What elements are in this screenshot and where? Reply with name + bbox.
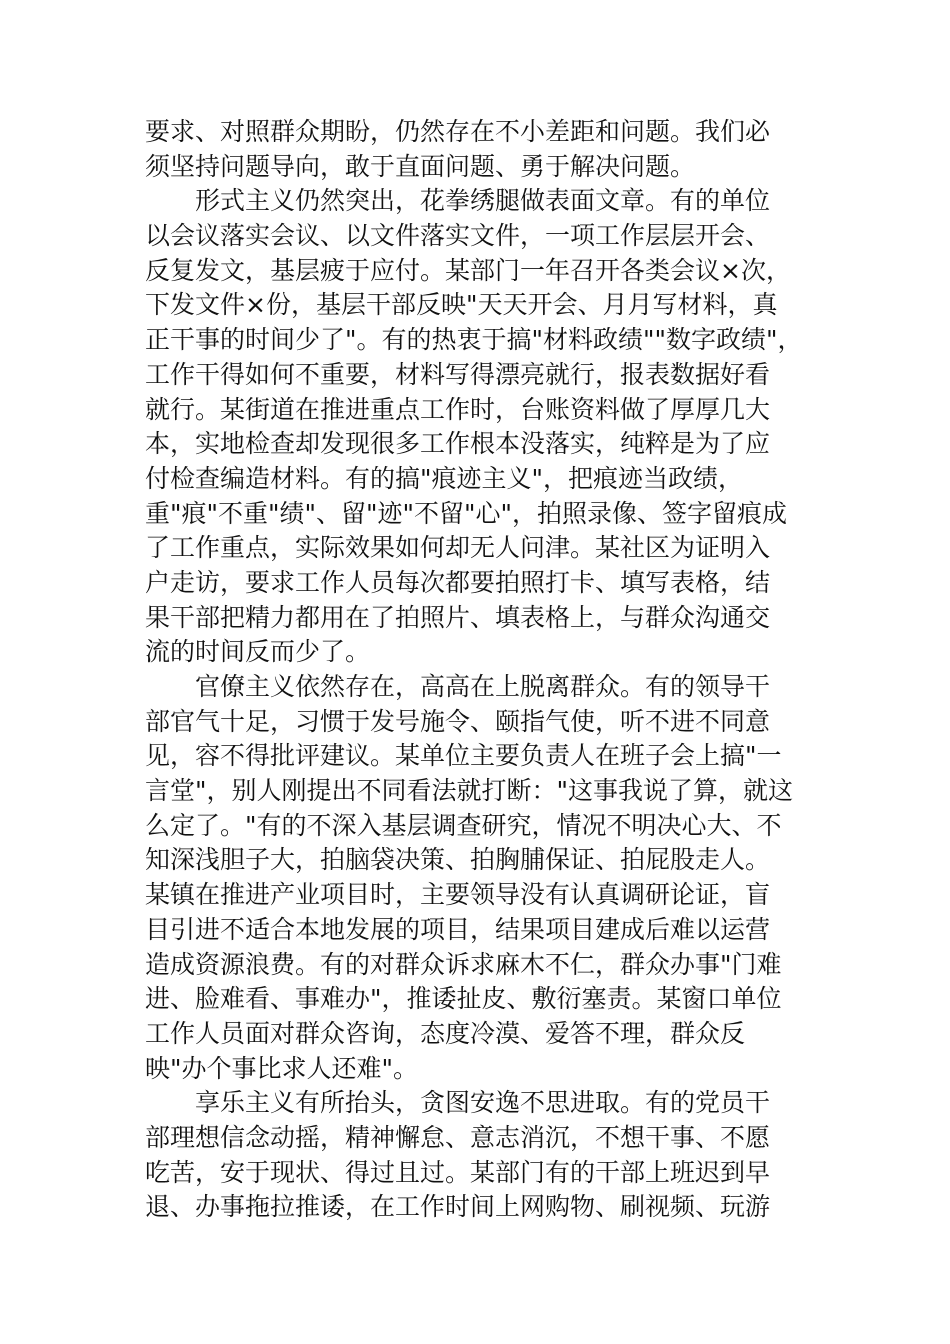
text-line: 言堂"，别人刚提出不同看法就打断："这事我说了算，就这 xyxy=(145,776,794,806)
text-line: 吃苦，安于现状、得过且过。某部门有的干部上班迟到早 xyxy=(145,1157,771,1187)
text-line: 官僚主义依然存在，高高在上脱离群众。有的领导干 xyxy=(195,672,771,701)
text-line: 户走访，要求工作人员每次都要拍照打卡、填写表格，结 xyxy=(145,567,771,597)
text-line: 部官气十足，习惯于发号施令、颐指气使，听不进不同意 xyxy=(145,706,771,736)
text-line: 重"痕"不重"绩"、留"迹"不留"心"，拍照录像、签字留痕成 xyxy=(145,498,787,528)
text-line: 下发文件×份，基层干部反映"天天开会、月月写材料，真 xyxy=(145,290,778,320)
text-line: 就行。某街道在推进重点工作时，台账资料做了厚厚几大 xyxy=(145,394,771,424)
text-line: 享乐主义有所抬头，贪图安逸不思进取。有的党员干 xyxy=(195,1088,771,1118)
text-line: 了工作重点，实际效果如何却无人问津。某社区为证明入 xyxy=(145,533,771,563)
text-line: 要求、对照群众期盼，仍然存在不小差距和问题。我们必 xyxy=(145,117,771,146)
document-body xyxy=(145,115,825,1225)
text-line: 进、脸难看、事难办"，推诿扯皮、敷衍塞责。某窗口单位 xyxy=(145,984,782,1014)
text-line: 造成资源浪费。有的对群众诉求麻木不仁，群众办事"门难 xyxy=(145,949,782,979)
text-line: 部理想信念动摇，精神懈怠、意志消沉，不想干事、不愿 xyxy=(145,1122,771,1152)
text-line: 知深浅胆子大，拍脑袋决策、拍胸脯保证、拍屁股走人。 xyxy=(145,845,771,875)
text-line: 流的时间反而少了。 xyxy=(145,637,371,667)
text-line: 映"办个事比求人还难"。 xyxy=(145,1053,418,1083)
text-line: 果干部把精力都用在了拍照片、填表格上，与群众沟通交 xyxy=(145,602,771,632)
text-line: 正干事的时间少了"。有的热衷于搞"材料政绩""数字政绩"， xyxy=(145,325,803,355)
text-line: 目引进不适合本地发展的项目，结果项目建成后难以运营 xyxy=(145,914,771,944)
text-line: 须坚持问题导向，敢于直面问题、勇于解决问题。 xyxy=(145,151,696,181)
text-line: 付检查编造材料。有的搞"痕迹主义"，把痕迹当政绩， xyxy=(145,463,744,493)
text-line: 么定了。"有的不深入基层调查研究，情况不明决心大、不 xyxy=(145,810,782,840)
text-line: 以会议落实会议、以文件落实文件，一项工作层层开会、 xyxy=(145,221,771,251)
text-line: 退、办事拖拉推诿，在工作时间上网购物、刷视频、玩游 xyxy=(145,1192,771,1222)
text-line: 某镇在推进产业项目时，主要领导没有认真调研论证，盲 xyxy=(145,880,771,910)
text-line: 本，实地检查却发现很多工作根本没落实，纯粹是为了应 xyxy=(145,429,771,459)
text-line: 反复发文，基层疲于应付。某部门一年召开各类会议×次， xyxy=(145,255,791,285)
text-line: 见，容不得批评建议。某单位主要负责人在班子会上搞"一 xyxy=(145,741,782,771)
text-line: 形式主义仍然突出，花拳绣腿做表面文章。有的单位 xyxy=(195,186,771,216)
text-line: 工作干得如何不重要，材料写得漂亮就行，报表数据好看 xyxy=(145,359,771,389)
text-line: 工作人员面对群众咨询，态度冷漠、爱答不理，群众反 xyxy=(145,1018,746,1048)
